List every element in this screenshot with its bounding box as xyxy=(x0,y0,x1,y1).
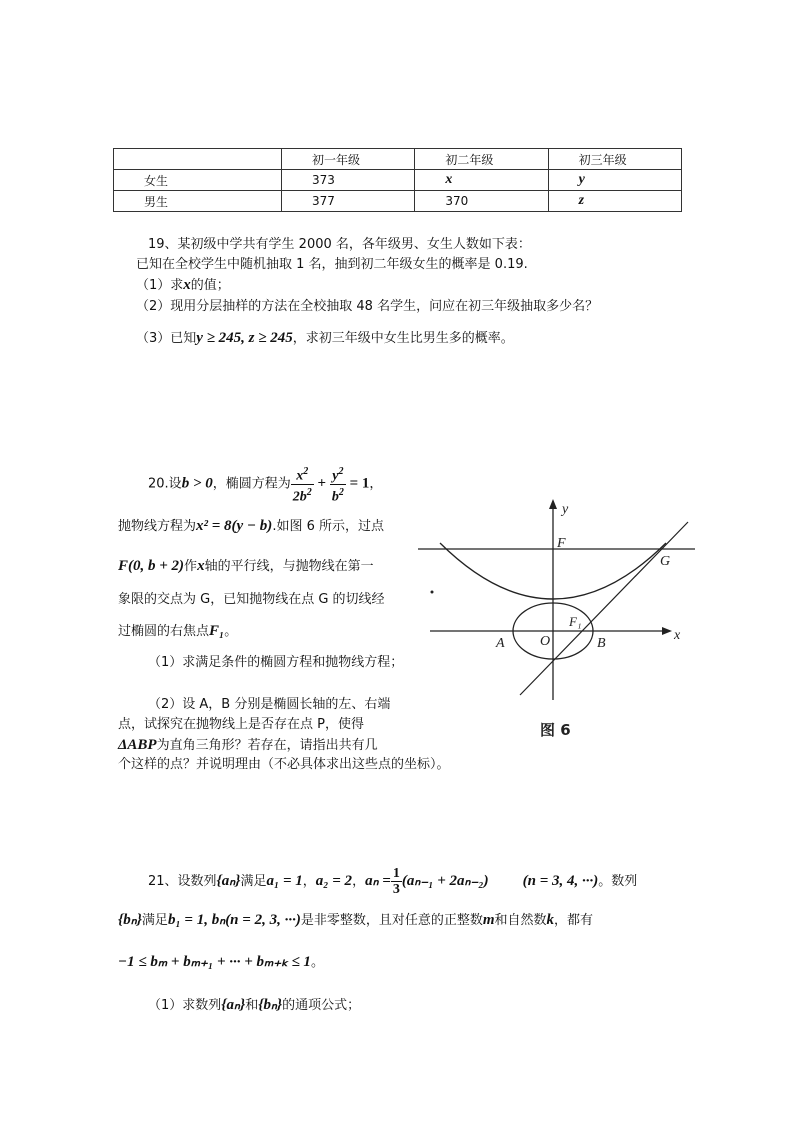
table-cell: y xyxy=(548,170,681,191)
q21-text: 和自然数 xyxy=(494,913,547,928)
table-header: 初三年级 xyxy=(548,149,681,170)
q21-sep: ， xyxy=(302,874,316,889)
math-expression: a₁ = 1 xyxy=(266,873,303,889)
table-header: 初一年级 xyxy=(282,149,415,170)
q20-part2-l3 xyxy=(118,736,378,755)
q21-line2 xyxy=(118,911,593,930)
q20-text: 为直角三角形？若存在，请指出共有几 xyxy=(156,738,378,753)
q21-line1 xyxy=(148,866,637,897)
x-axis-arrow-icon xyxy=(662,627,672,635)
q19-part3-text: （3）已知 xyxy=(136,331,197,346)
q19-part3-text: ，求初三年级中女生比男生多的概率。 xyxy=(292,331,514,346)
math-expression: (aₙ₋₁ + 2aₙ₋₂) xyxy=(401,873,489,889)
point-f: F(0, b + 2) xyxy=(118,558,185,574)
math-expression: (n = 3, 4, ···) xyxy=(522,873,599,889)
math-var: k xyxy=(546,912,555,928)
q20-part1: （1）求满足条件的椭圆方程和抛物线方程； xyxy=(148,655,404,670)
seq-a: {aₙ} xyxy=(221,997,246,1013)
q21-text: （1）求数列 xyxy=(148,998,222,1013)
ellipse-frac-y: $\frac{y^2}{b^2}$ xyxy=(331,466,344,505)
q20-text: 。 xyxy=(224,624,238,639)
y-axis-arrow-icon xyxy=(549,499,557,509)
q20-text: ，椭圆方程为 xyxy=(212,476,291,492)
math-var: F₁ xyxy=(209,623,225,639)
q20-line5 xyxy=(118,622,237,641)
q21-text: 满足 xyxy=(240,874,267,889)
table-row xyxy=(114,191,682,212)
q21-part1 xyxy=(148,996,360,1015)
table-cell: 377 xyxy=(282,191,415,212)
q20-text: 轴的平行线，与抛物线在第一 xyxy=(204,559,374,574)
q21-text: 满足 xyxy=(141,913,168,928)
q20-text: 作 xyxy=(184,559,198,574)
q19-part3 xyxy=(136,329,514,348)
label-x: x xyxy=(674,628,681,643)
label-f1: F₁ xyxy=(569,614,582,629)
q21-sep: ， xyxy=(352,874,366,889)
figure-6 xyxy=(410,495,700,745)
q21-text: 21、设数列 xyxy=(148,874,217,889)
q21-text: 。数列 xyxy=(598,874,638,889)
frac-one-third: $\frac{1}{3}$ xyxy=(392,866,400,897)
q19-part1 xyxy=(136,276,230,295)
q21-text: 是非零整数，且对任意的正整数 xyxy=(300,913,483,928)
inequality: −1 ≤ bₘ + bₘ₊₁ + ··· + bₘ₊ₖ ≤ 1 xyxy=(118,954,311,970)
math-expression: aₙ = xyxy=(365,873,391,889)
q21-text: ，都有 xyxy=(554,913,594,928)
q20-text: 过椭圆的右焦点 xyxy=(118,624,210,639)
q19-intro: 19、某初级中学共有学生 2000 名，各年级男、女生人数如下表： xyxy=(148,237,531,252)
grade-table xyxy=(113,148,682,212)
parabola-equation: x² = 8(y − b) xyxy=(196,518,273,534)
table-header-row xyxy=(114,149,682,170)
q20-text: 抛物线方程为 xyxy=(118,519,197,534)
label-g: G xyxy=(660,554,671,569)
math-expression: b > 0 xyxy=(181,475,213,492)
table-cell: 女生 xyxy=(114,170,282,191)
q21-text: 和 xyxy=(245,998,259,1013)
equals-one: = 1 xyxy=(345,475,370,492)
seq-b: {bₙ} xyxy=(118,912,142,928)
table-cell: z xyxy=(548,191,681,212)
q20-part2-l2: 点，试探究在抛物线上是否存在点 P，使得 xyxy=(118,717,364,732)
q20-text: .如图 6 所示，过点 xyxy=(272,519,384,534)
seq-b: {bₙ} xyxy=(258,997,283,1013)
q20-intro xyxy=(148,464,382,504)
q20-text: ， xyxy=(369,476,383,492)
label-a: A xyxy=(496,636,505,651)
q21-text: 。 xyxy=(310,955,324,970)
q21-line3 xyxy=(118,953,324,972)
table-header: 初二年级 xyxy=(415,149,548,170)
q19-part1-text: 的值； xyxy=(190,278,230,293)
math-var: x xyxy=(183,277,191,293)
math-expression: b₁ = 1, bₙ(n = 2, 3, ···) xyxy=(167,912,301,928)
q20-part2-l1: （2）设 A，B 分别是椭圆长轴的左、右端 xyxy=(148,697,391,712)
label-o: O xyxy=(540,634,551,649)
label-b: B xyxy=(597,636,606,651)
q20-line2 xyxy=(118,517,384,536)
figure-caption: 图 6 xyxy=(540,721,571,739)
table-cell xyxy=(114,149,282,170)
math-expression: ΔABP xyxy=(118,737,157,753)
math-expression: a₂ = 2 xyxy=(315,873,353,889)
table-cell: 373 xyxy=(282,170,415,191)
q20-part2-l4: 个这样的点？并说明理由（不必具体求出这些点的坐标）。 xyxy=(118,757,450,772)
seq-a: {aₙ} xyxy=(216,873,241,889)
table-cell: x xyxy=(415,170,548,191)
math-var: m xyxy=(482,912,495,928)
label-y: y xyxy=(562,502,569,517)
q19-line2: 已知在全校学生中随机抽取 1 名，抽到初二年级女生的概率是 0.19. xyxy=(136,257,528,272)
table-cell: 男生 xyxy=(114,191,282,212)
q20-text: 20.设 xyxy=(148,476,182,492)
q20-line4: 象限的交点为 G，已知抛物线在点 G 的切线经 xyxy=(118,592,385,607)
label-f: F xyxy=(557,536,566,551)
math-expression: y ≥ 245, z ≥ 245 xyxy=(196,330,293,346)
tangent-line xyxy=(520,522,688,695)
q20-line3 xyxy=(118,557,374,576)
q19-part2: （2）现用分层抽样的方法在全校抽取 48 名学生，问应在初三年级抽取多少名？ xyxy=(136,299,599,314)
math-var: x xyxy=(197,558,205,574)
table-row xyxy=(114,170,682,191)
q19-part1-text: （1）求 xyxy=(136,278,184,293)
stray-dot xyxy=(431,591,434,594)
q21-text: 的通项公式； xyxy=(282,998,361,1013)
ellipse-frac-x: $\frac{x^2}{2b^2}$ xyxy=(292,466,312,505)
table-cell: 370 xyxy=(415,191,548,212)
plus-sign: + xyxy=(313,475,330,492)
